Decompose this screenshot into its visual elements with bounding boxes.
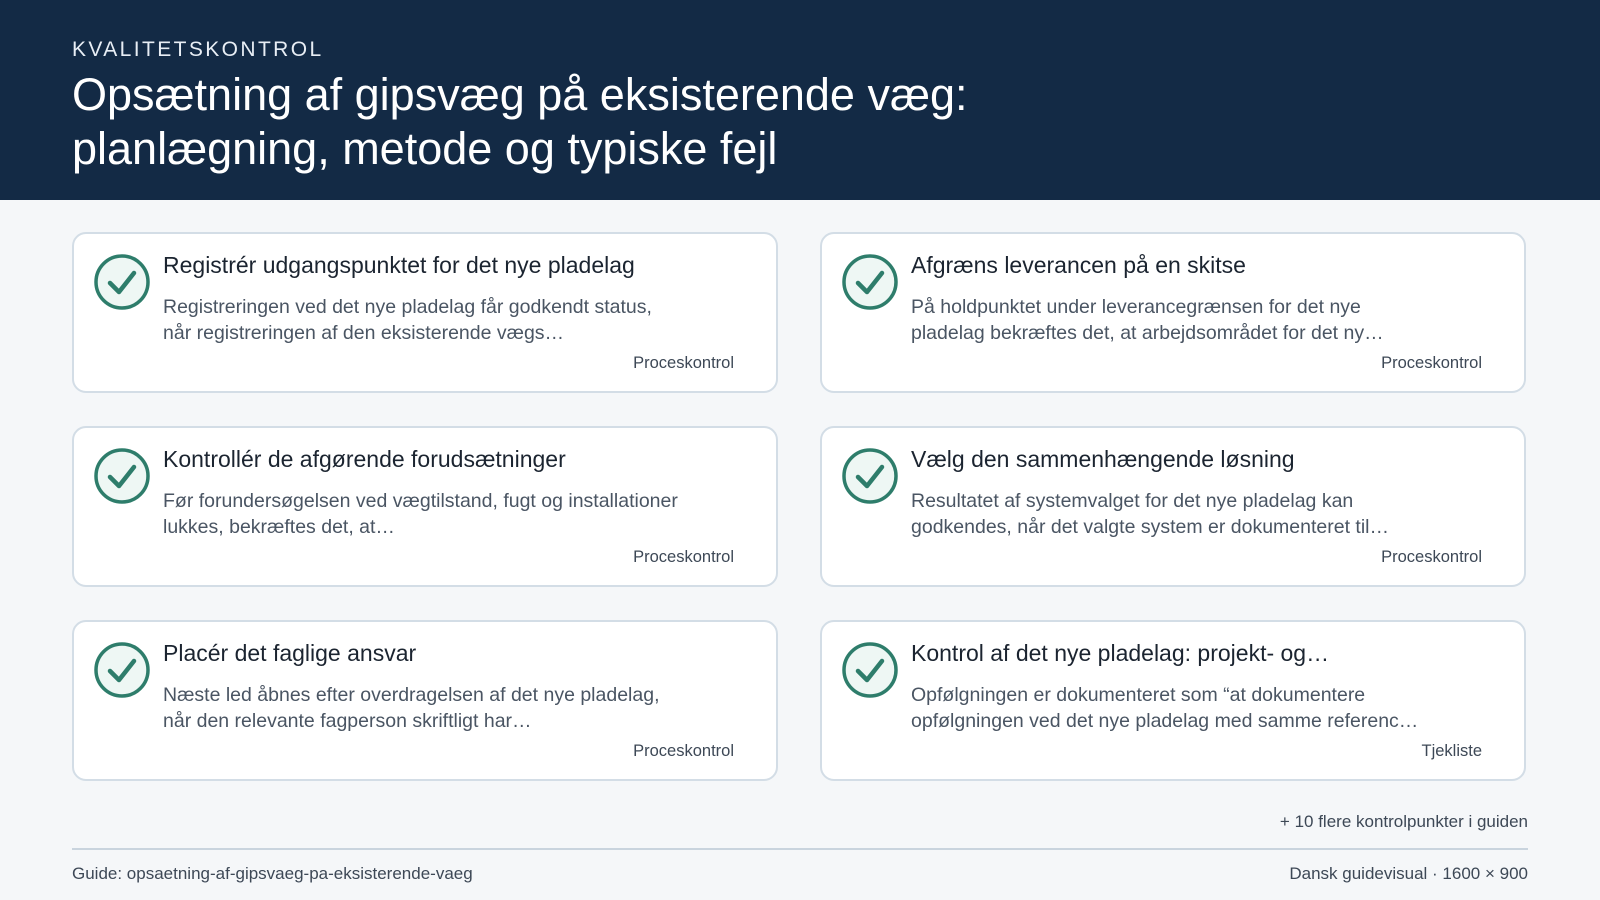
- checkpoint-description: På holdpunktet under leverancegrænsen for det nye pladelag bekræftes det, at arbejdsområdet for det ny…: [911, 296, 1384, 344]
- checkpoint-description: Resultatet af systemvalget for det nye pladelag kan godkendes, når det valgte system er dokumenteret til…: [911, 490, 1389, 538]
- checkpoint-title: Afgræns leverancen på en skitse: [911, 252, 1246, 278]
- checkpoint-card[interactable]: [72, 426, 778, 587]
- checkpoint-type-label: Proceskontrol: [633, 742, 734, 760]
- checkpoint-description: Registreringen ved det nye pladelag får godkendt status, når registreringen af den eksisterende vægs…: [163, 296, 652, 344]
- checkpoint-card[interactable]: [72, 620, 778, 781]
- page-title: Opsætning af gipsvæg på eksisterende væg: planlægning, metode og typiske fejl: [72, 69, 968, 174]
- checkpoint-type-label: Tjekliste: [1421, 742, 1482, 760]
- checkpoint-type-label: Proceskontrol: [633, 548, 734, 566]
- checkpoint-title: Placér det faglige ansvar: [163, 640, 417, 666]
- checkpoint-description: Næste led åbnes efter overdragelsen af det nye pladelag, når den relevante fagperson skriftligt har…: [163, 684, 660, 732]
- footer-meta: Dansk guidevisual · 1600 × 900: [1289, 864, 1528, 883]
- check-circle-icon: [94, 448, 150, 504]
- checkpoint-title: Kontrol af det nye pladelag: projekt- og…: [911, 640, 1330, 666]
- header-banner: [0, 0, 1600, 200]
- check-circle-icon: [842, 254, 898, 310]
- checkpoint-type-label: Proceskontrol: [1381, 548, 1482, 566]
- checkpoint-card[interactable]: [72, 232, 778, 393]
- footer-guide-slug: Guide: opsaetning-af-gipsvaeg-pa-eksisterende-vaeg: [72, 864, 473, 883]
- more-checkpoints-link[interactable]: + 10 flere kontrolpunkter i guiden: [1279, 812, 1528, 831]
- checkpoint-title: Vælg den sammenhængende løsning: [911, 446, 1295, 472]
- footer-divider: [72, 848, 1528, 850]
- checkpoint-description: Opfølgningen er dokumenteret som “at dokumentere opfølgningen ved det nye pladelag med samme referenc…: [911, 684, 1419, 732]
- checkpoint-type-label: Proceskontrol: [633, 354, 734, 372]
- check-circle-icon: [842, 448, 898, 504]
- check-circle-icon: [842, 642, 898, 698]
- checkpoint-card[interactable]: [820, 426, 1526, 587]
- checkpoint-title: Registrér udgangspunktet for det nye pladelag: [163, 252, 635, 278]
- check-circle-icon: [94, 642, 150, 698]
- checkpoint-description: Før forundersøgelsen ved vægtilstand, fugt og installationer lukkes, bekræftes det, at…: [163, 490, 678, 538]
- eyebrow-label: KVALITETSKONTROL: [72, 38, 324, 61]
- checkpoint-card[interactable]: [820, 620, 1526, 781]
- checkpoint-card[interactable]: [820, 232, 1526, 393]
- checkpoint-title: Kontrollér de afgørende forudsætninger: [163, 446, 566, 472]
- check-circle-icon: [94, 254, 150, 310]
- checkpoint-type-label: Proceskontrol: [1381, 354, 1482, 372]
